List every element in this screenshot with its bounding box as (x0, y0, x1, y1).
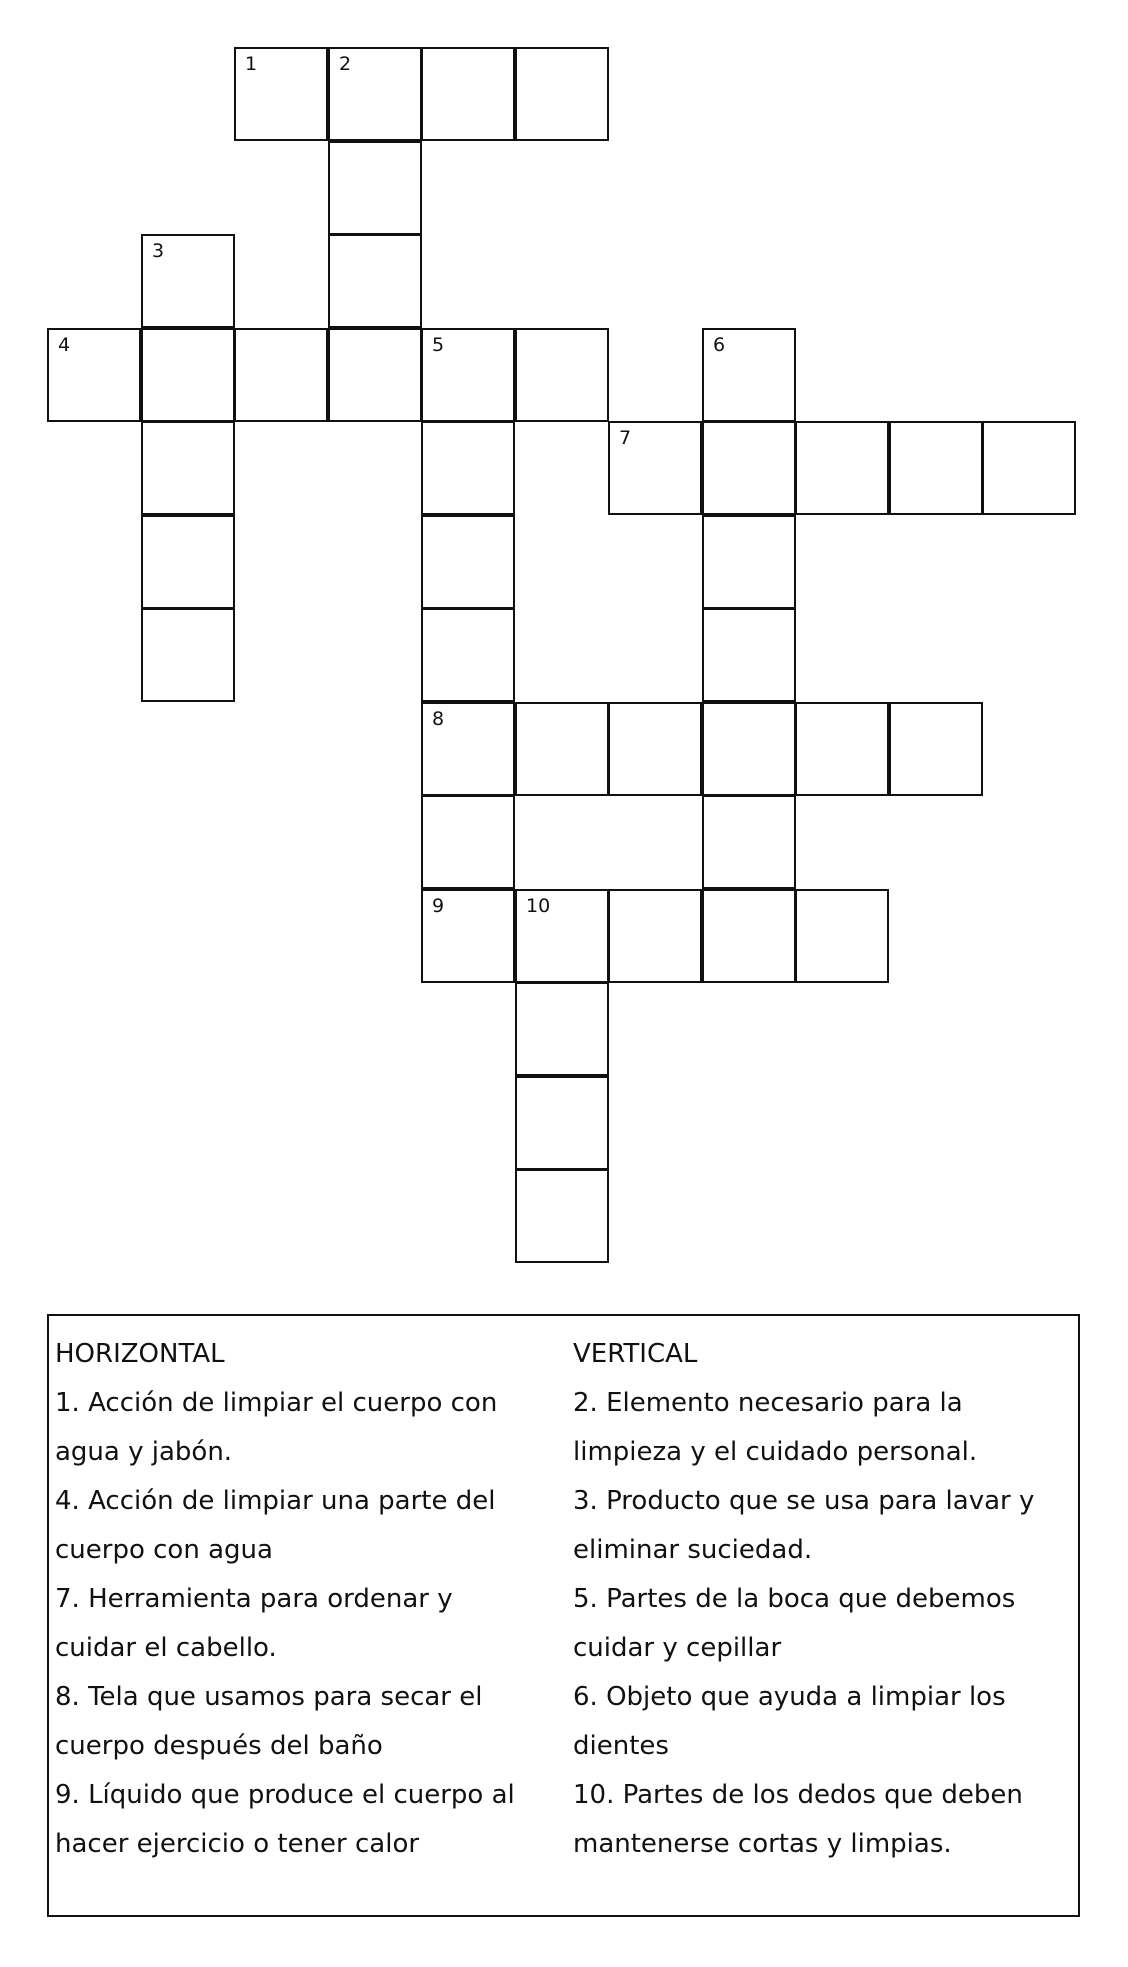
vertical-clue-line: 2. Elemento necesario para la (573, 1388, 963, 1418)
horizontal-clue-line: agua y jabón. (55, 1437, 233, 1467)
clue-number: 3 (152, 240, 165, 262)
crossword-cell[interactable] (515, 47, 609, 141)
horizontal-clue-line: 9. Líquido que produce el cuerpo al (55, 1780, 515, 1810)
crossword-cell[interactable] (515, 889, 609, 983)
vertical-clue-line: eliminar suciedad. (573, 1535, 813, 1565)
crossword-cell[interactable] (421, 795, 515, 889)
horizontal-clue-line: 8. Tela que usamos para secar el (55, 1682, 483, 1712)
horizontal-clue-line: 7. Herramienta para ordenar y (55, 1584, 453, 1614)
crossword-cell[interactable] (234, 328, 328, 422)
crossword-cell[interactable] (328, 141, 422, 235)
vertical-clue-line: 3. Producto que se usa para lavar y (573, 1486, 1035, 1516)
horizontal-clue-line: cuerpo con agua (55, 1535, 273, 1565)
horizontal-clue-line: hacer ejercicio o tener calor (55, 1829, 420, 1859)
crossword-cell[interactable] (421, 608, 515, 702)
crossword-cell[interactable] (608, 702, 702, 796)
crossword-cell[interactable] (421, 702, 515, 796)
clue-number: 9 (432, 895, 445, 917)
crossword-cell[interactable] (328, 47, 422, 141)
crossword-cell[interactable] (141, 328, 235, 422)
crossword-cell[interactable] (795, 889, 889, 983)
clue-number: 4 (58, 334, 71, 356)
crossword-cell[interactable] (515, 1169, 609, 1263)
crossword-cell[interactable] (795, 702, 889, 796)
crossword-cell[interactable] (702, 702, 796, 796)
horizontal-clue-line: 1. Acción de limpiar el cuerpo con (55, 1388, 498, 1418)
clue-number: 8 (432, 708, 445, 730)
crossword-cell[interactable] (141, 234, 235, 328)
crossword-cell[interactable] (328, 328, 422, 422)
crossword-cell[interactable] (421, 47, 515, 141)
crossword-cell[interactable] (421, 328, 515, 422)
crossword-cell[interactable] (141, 421, 235, 515)
vertical-clue-line: 6. Objeto que ayuda a limpiar los (573, 1682, 1006, 1712)
horizontal-clues (55, 1330, 550, 1869)
crossword-cell[interactable] (328, 234, 422, 328)
vertical-clues (573, 1330, 1068, 1869)
crossword-cell[interactable] (515, 702, 609, 796)
clue-number: 1 (245, 53, 258, 75)
crossword-cell[interactable] (702, 889, 796, 983)
horizontal-clue-line: cuidar el cabello. (55, 1633, 277, 1663)
crossword-cell[interactable] (702, 608, 796, 702)
crossword-cell[interactable] (702, 795, 796, 889)
crossword-cell[interactable] (889, 702, 983, 796)
vertical-clue-line: cuidar y cepillar (573, 1633, 782, 1663)
crossword-cell[interactable] (421, 889, 515, 983)
crossword-cell[interactable] (515, 328, 609, 422)
crossword-cell[interactable] (608, 889, 702, 983)
horizontal-clue-line: 4. Acción de limpiar una parte del (55, 1486, 496, 1516)
crossword-cell[interactable] (141, 608, 235, 702)
crossword-cell[interactable] (702, 328, 796, 422)
crossword-cell[interactable] (795, 421, 889, 515)
clue-number: 7 (619, 427, 632, 449)
horizontal-clue-line: cuerpo después del baño (55, 1731, 383, 1761)
clue-number: 2 (339, 53, 352, 75)
horizontal-heading: HORIZONTAL (55, 1339, 225, 1369)
crossword-cell[interactable] (982, 421, 1076, 515)
crossword-cell[interactable] (889, 421, 983, 515)
crossword-cell[interactable] (234, 47, 328, 141)
crossword-cell[interactable] (47, 328, 141, 422)
crossword-cell[interactable] (515, 1076, 609, 1170)
vertical-clue-line: mantenerse cortas y limpias. (573, 1829, 952, 1859)
vertical-heading: VERTICAL (573, 1339, 698, 1369)
crossword-cell[interactable] (421, 421, 515, 515)
vertical-clue-line: 10. Partes de los dedos que deben (573, 1780, 1023, 1810)
crossword-cell[interactable] (421, 515, 515, 609)
crossword-cell[interactable] (702, 515, 796, 609)
crossword-cell[interactable] (702, 421, 796, 515)
vertical-clue-line: limpieza y el cuidado personal. (573, 1437, 978, 1467)
crossword-cell[interactable] (608, 421, 702, 515)
crossword-cell[interactable] (141, 515, 235, 609)
clue-number: 5 (432, 334, 445, 356)
crossword-cell[interactable] (515, 982, 609, 1076)
clues-box (47, 1314, 1080, 1917)
vertical-clue-line: 5. Partes de la boca que debemos (573, 1584, 1016, 1614)
clue-number: 6 (713, 334, 726, 356)
vertical-clue-line: dientes (573, 1731, 669, 1761)
clue-number: 10 (526, 895, 551, 917)
